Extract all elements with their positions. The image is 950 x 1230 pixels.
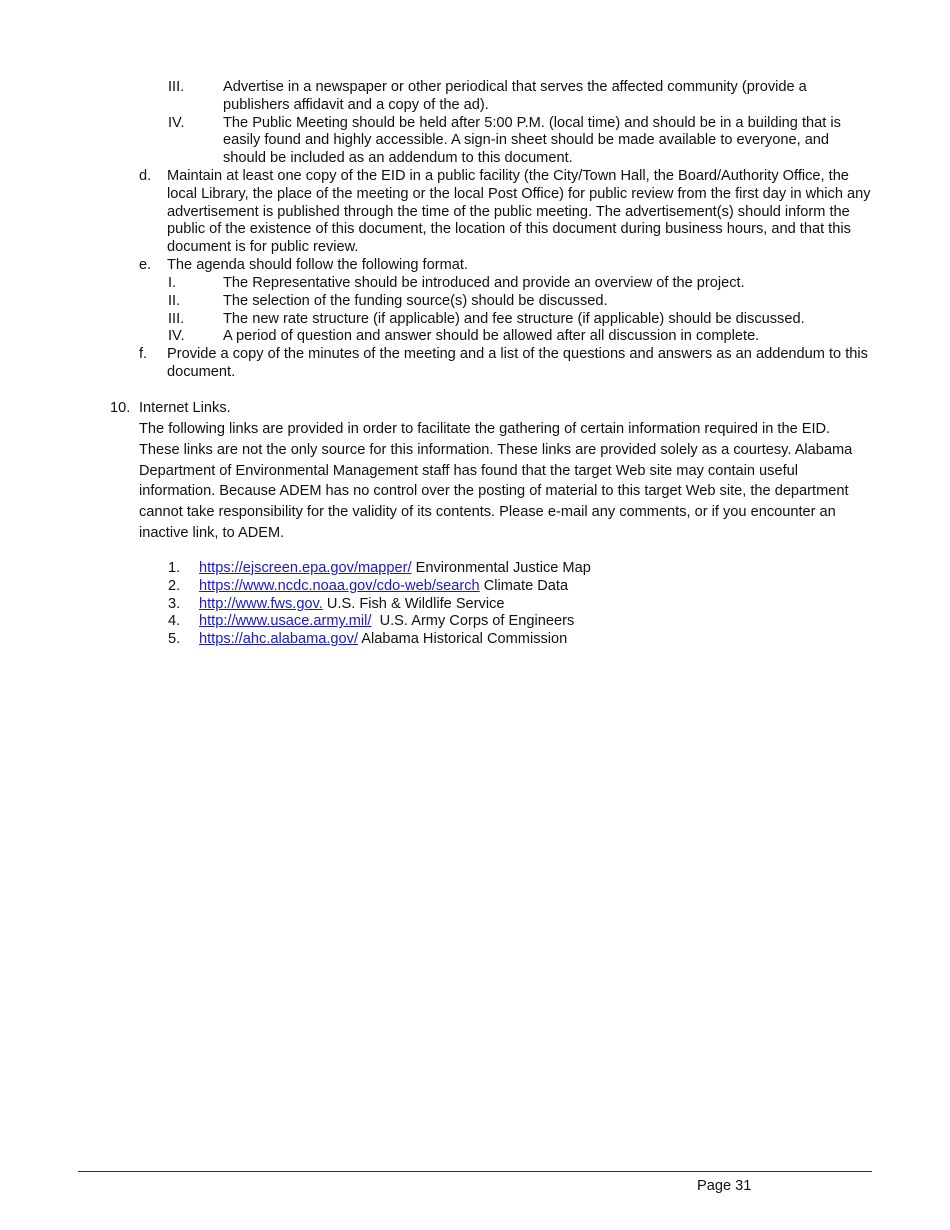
list-e-items [168, 275, 873, 346]
list-item [168, 293, 873, 311]
link-ahc[interactable]: https://ahc.alabama.gov/ [199, 631, 359, 648]
item-d [139, 168, 874, 257]
item-f [139, 346, 874, 382]
list-item-text: Maintain at least one copy of the EID in a public facility (the City/Town Hall, the Board/Authority Office, the local Library, the place of the meeting or the local Post Office) for public review from the first day in which any advertisement is published through the time of the public meeting. The advertisement(s) should inform the public of the existence of this document, the location of this document during business hours, and that this document is for public review. [167, 168, 871, 256]
link-item [168, 631, 868, 649]
link-label: Alabama Historical Commission [358, 631, 568, 648]
list-item [168, 79, 873, 115]
list-marker: III. [168, 310, 185, 327]
list-marker: f. [139, 346, 148, 362]
list-item-text: The selection of the funding source(s) should be discussed. [223, 292, 608, 309]
link-label: U.S. Army Corps of Engineers [371, 613, 575, 630]
list-marker: IV. [168, 114, 185, 131]
list-marker: d. [139, 168, 152, 184]
section-title: Internet Links. [139, 400, 231, 416]
list-marker: IV. [168, 328, 185, 345]
list-item-text: The Public Meeting should be held after 5:00 P.M. (local time) and should be in a building that is easily found and highly accessible. A sign-in sheet should be made available to everyone, and should be included as an addendum to this document. [223, 114, 841, 167]
link-number: 1. [168, 560, 181, 576]
list-item-text: The agenda should follow the following format. [167, 257, 468, 273]
list-item [168, 275, 873, 293]
link-item [168, 578, 868, 596]
link-label: Climate Data [479, 577, 569, 594]
list-item [168, 328, 873, 346]
list-marker: III. [168, 79, 185, 95]
link-number: 4. [168, 613, 181, 630]
page-number: Page 31 [697, 1178, 752, 1194]
list-item-text: A period of question and answer should be allowed after all discussion in complete. [223, 328, 760, 345]
link-ejscreen[interactable]: https://ejscreen.epa.gov/mapper/ [199, 560, 412, 576]
list-marker: I. [168, 275, 177, 291]
list-marker: II. [168, 292, 181, 309]
section-10-heading [110, 400, 510, 418]
list-item-text: The Representative should be introduced and provide an overview of the project. [223, 275, 745, 291]
link-usace[interactable]: http://www.usace.army.mil/ [199, 613, 372, 630]
item-e [139, 257, 874, 275]
link-item [168, 613, 868, 631]
list-item-text: The new rate structure (if applicable) and fee structure (if applicable) should be discussed. [223, 310, 805, 327]
list-item [168, 311, 873, 329]
link-item [168, 596, 868, 614]
list-c-continued [168, 79, 873, 168]
list-item-text: Provide a copy of the minutes of the meeting and a list of the questions and answers as an addendum to this document. [167, 346, 868, 380]
list-item-text: Advertise in a newspaper or other periodical that serves the affected community (provide a publishers affidavit and a copy of the ad). [223, 79, 807, 113]
section-number: 10. [110, 400, 131, 416]
section-10-paragraph: The following links are provided in order to facilitate the gathering of certain information required in the EID. These links are not the only source for this information. These links are provided solely as a courtesy. Alabama Department of Environmental Management staff has found that the target Web site may contain useful information. Because ADEM has no control over the posting of material to this target Web site, the department cannot take responsibility for the validity of its contents. Please e-mail any comments, or if you encounter an inactive link, to ADEM. [139, 421, 853, 541]
link-number: 5. [168, 631, 181, 648]
link-label: Environmental Justice Map [411, 560, 591, 576]
link-list [168, 560, 868, 649]
link-ncdc[interactable]: https://www.ncdc.noaa.gov/cdo-web/search [199, 577, 480, 594]
link-number: 2. [168, 577, 181, 594]
link-item [168, 560, 868, 578]
link-fws[interactable]: http://www.fws.gov. [199, 595, 323, 612]
link-number: 3. [168, 595, 181, 612]
link-label: U.S. Fish & Wildlife Service [322, 595, 505, 612]
footer-divider [78, 1171, 872, 1172]
list-marker: e. [139, 257, 152, 273]
list-item [168, 115, 873, 168]
